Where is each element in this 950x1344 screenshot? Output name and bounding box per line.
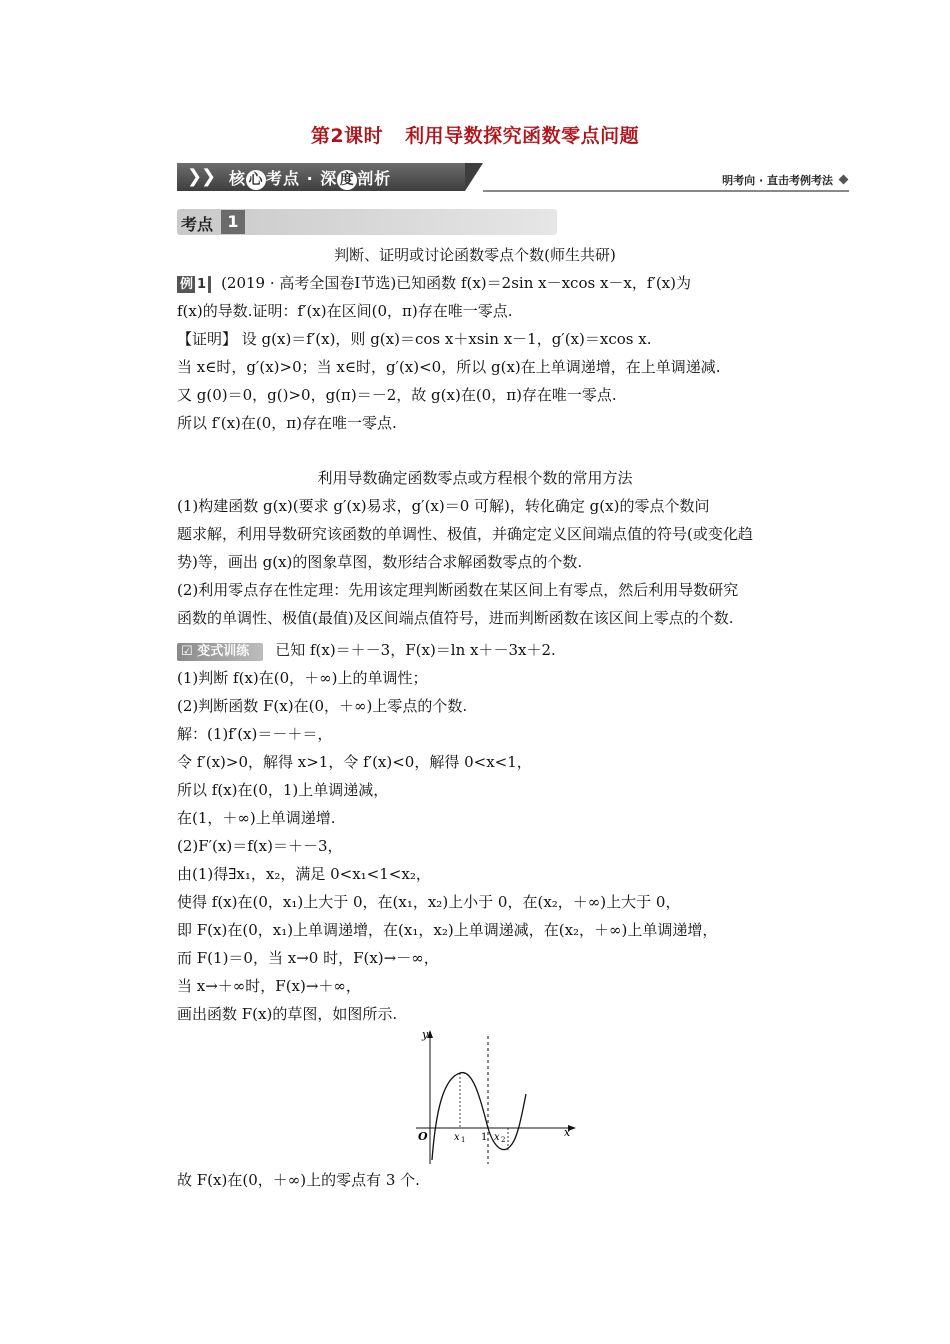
banner-label <box>229 166 391 190</box>
example-text: (2019 · 高考全国卷Ⅰ节选)已知函数 f(x)＝2sin x－xcos x－x，f′(x)为 <box>221 274 691 292</box>
title-topic: 利用导数探究函数零点问题 <box>405 125 640 147</box>
solution-line: 而 F(1)＝0，当 x→0 时，F(x)→－∞， <box>177 949 439 967</box>
solution-line: 所以 f(x)在(0，1)上单调递减， <box>177 781 389 799</box>
kaodian-number: 1 <box>221 210 245 234</box>
banner-label-box: 心 <box>246 170 266 190</box>
solution-line: 令 f′(x)>0，解得 x>1，令 f′(x)<0，解得 0<x<1， <box>177 753 532 771</box>
method-line: 题求解，利用导数研究该函数的单调性、极值，并确定定义区间端点值的符号(或变化趋 <box>177 525 753 543</box>
curve-F <box>432 1073 526 1160</box>
method-line: (1)构建函数 g(x)(要求 g′(x)易求，g′(x)＝0 可解)，转化确定 g(x)的零点个数问 <box>177 497 710 515</box>
banner-label-part: 考点 · 深 <box>266 169 338 188</box>
exercise-stem: 已知 f(x)＝＋－3，F(x)＝ln x＋－3x＋2. <box>275 641 556 659</box>
example-text: f(x)的导数.证明：f′(x)在区间(0，π)存在唯一零点. <box>177 302 513 320</box>
solution-line: 画出函数 F(x)的草图，如图所示. <box>177 1005 398 1023</box>
one-label: 1 <box>481 1132 488 1143</box>
solution-line: 即 F(x)在(0，x₁)上单调递增，在(x₁，x₂)上单调递减，在(x₂，＋∞)上单调递增， <box>177 921 718 939</box>
solution-line: 解：(1)f′(x)＝－＋＝， <box>177 725 333 743</box>
method-line: 函数的单调性、极值(最值)及区间端点值符号，进而判断函数在该区间上零点的个数. <box>177 609 734 627</box>
solution-line: 使得 f(x)在(0，x₁)上大于 0，在(x₁，x₂)上小于 0，在(x₂，＋∞)上大于 0， <box>177 893 681 911</box>
proof-line: 又 g(0)＝0，g()>0，g(π)＝－2，故 g(x)在(0，π)存在唯一零点. <box>177 386 617 404</box>
exercise-tag-text: 变式训练 <box>197 644 250 659</box>
exercise-tag <box>177 643 263 661</box>
solution-line: 当 x→＋∞时，F(x)→＋∞， <box>177 977 361 995</box>
kaodian-header <box>177 209 557 235</box>
example-line <box>177 273 691 293</box>
banner-label-part: 剖析 <box>357 169 392 188</box>
chevron-right-icon: ❯ <box>201 166 217 187</box>
example-tag <box>177 276 211 293</box>
exercise-question: (2)判断函数 F(x)在(0，＋∞)上零点的个数. <box>177 697 468 715</box>
proof-line: 所以 f′(x)在(0，π)存在唯一零点. <box>177 414 397 432</box>
solution-line: 由(1)得∃x₁，x₂，满足 0<x₁<1<x₂， <box>177 865 431 883</box>
proof-line: 当 x∈时，g′(x)>0；当 x∈时，g′(x)<0，所以 g(x)在上单调递增，在上单调递减. <box>177 358 721 376</box>
x2-subscript: 2 <box>501 1136 506 1144</box>
page-title <box>0 121 950 148</box>
method-line: 势)等，画出 g(x)的图象草图，数形结合求解函数零点的个数. <box>177 553 583 571</box>
section-title: 判断、证明或讨论函数零点个数(师生共研) <box>334 246 616 264</box>
banner-tail <box>465 163 483 191</box>
banner-label-part: 核 <box>229 169 247 188</box>
y-axis-label: y <box>422 1028 429 1041</box>
diamond-icon <box>839 175 849 185</box>
function-sketch <box>408 1028 578 1168</box>
section-banner <box>177 163 849 193</box>
x1-subscript: 1 <box>461 1136 466 1144</box>
example-tag-number: 1 <box>197 277 207 292</box>
x-axis-label: x <box>564 1126 571 1139</box>
exercise-stem-line <box>177 640 556 661</box>
exercise-question: (1)判断 f(x)在(0，＋∞)上的单调性； <box>177 669 428 687</box>
conclusion-line: 故 F(x)在(0，＋∞)上的零点有 3 个. <box>177 1171 420 1189</box>
origin-label: O <box>418 1130 428 1143</box>
solution-line: (2)F′(x)＝f(x)＝＋－3， <box>177 837 343 855</box>
method-title: 利用导数确定函数零点或方程根个数的常用方法 <box>317 469 633 487</box>
x1-label: x <box>454 1132 460 1143</box>
checklist-icon: ☑ <box>181 644 193 659</box>
banner-subtitle: 明考向 · 直击考例考法 <box>722 174 833 187</box>
banner-label-box: 度 <box>337 170 357 190</box>
solution-line: 在(1，＋∞)上单调递增. <box>177 809 336 827</box>
title-lesson: 第2课时 <box>310 125 384 147</box>
proof-line: 【证明】 设 g(x)＝f′(x)，则 g(x)＝cos x＋xsin x－1，g′(x)＝xcos x. <box>177 330 652 348</box>
x2-label: x <box>494 1132 500 1143</box>
banner-rule <box>483 190 849 192</box>
kaodian-label: 考点 <box>181 215 214 234</box>
method-line: (2)利用零点存在性定理：先用该定理判断函数在某区间上有零点，然后利用导数研究 <box>177 581 739 599</box>
example-tag-text: 例 <box>180 277 194 292</box>
chevron-right-icon: ❯ <box>187 166 203 187</box>
